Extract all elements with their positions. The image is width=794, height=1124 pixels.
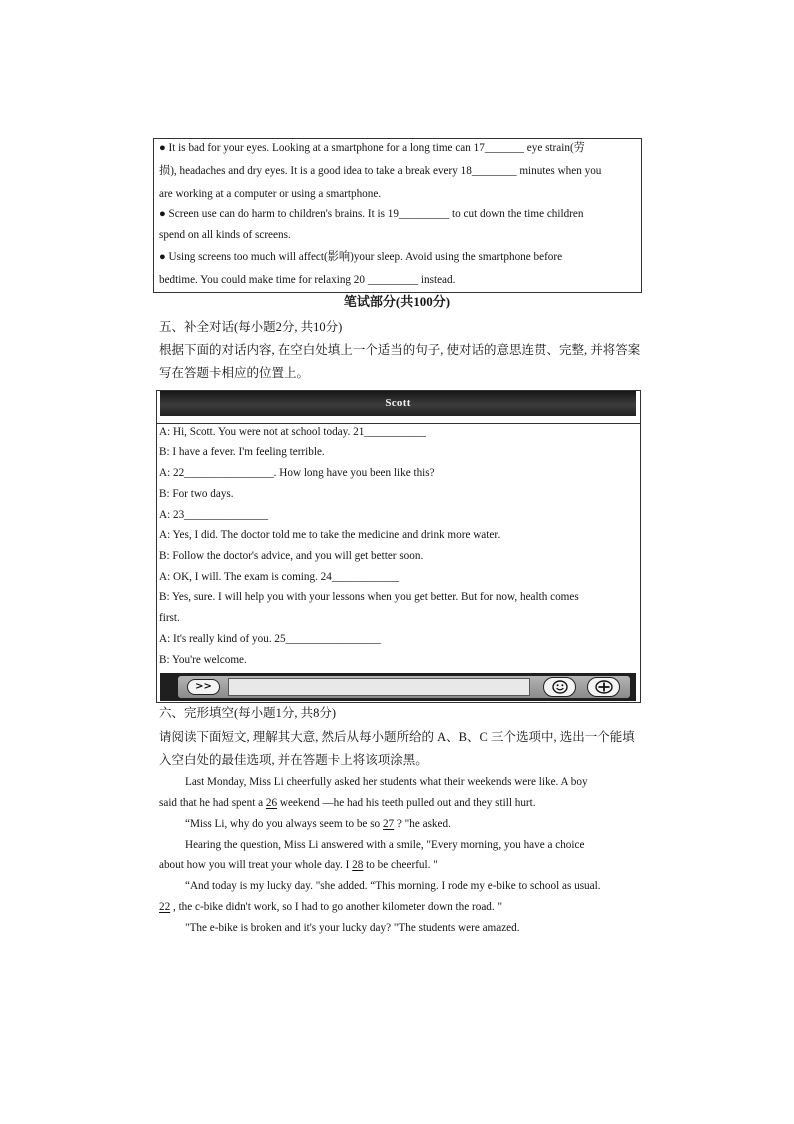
passage-text: ? "he asked. <box>394 818 451 830</box>
passage-line: Hearing the question, Miss Li answered with a smile, "Every morning, you have a choice <box>185 839 585 851</box>
add-button[interactable] <box>587 677 620 697</box>
passage-line <box>185 817 451 831</box>
chat-message: B: Follow the doctor's advice, and you will get better soon. <box>159 550 424 562</box>
passage-text: said that he had spent a <box>159 797 266 809</box>
chat-divider <box>156 423 641 424</box>
section5-instruction: 写在答题卡相应的位置上。 <box>159 366 310 380</box>
emoji-button[interactable] <box>543 677 576 697</box>
box-line: ● Screen use can do harm to children's brains. It is 19_________ to cut down the time children <box>159 208 584 220</box>
blank-number: 27 <box>382 818 395 830</box>
box-line: spend on all kinds of screens. <box>159 229 291 241</box>
blank-number: 26 <box>265 797 278 809</box>
passage-line: Last Monday, Miss Li cheerfully asked her students what their weekends were like. A boy <box>185 776 588 788</box>
box-line: are working at a computer or using a smartphone. <box>159 188 382 200</box>
passage-text: “Miss Li, why do you always seem to be so <box>185 818 383 830</box>
plus-icon <box>595 680 613 694</box>
section5-instruction: 根据下面的对话内容, 在空白处填上一个适当的句子, 使对话的意思连贯、完整, 并将答案 <box>159 343 641 357</box>
passage-line: “And today is my lucky day. "she added. “This morning. I rode my e-bike to school as usual. <box>185 880 601 892</box>
chat-message: A: OK, I will. The exam is coming. 24____________ <box>159 571 399 583</box>
passage-line <box>159 858 438 872</box>
passage-line <box>159 900 502 914</box>
chat-header: Scott <box>160 391 636 416</box>
chat-message: A: 22________________. How long have you been like this? <box>159 467 435 479</box>
chat-message: B: For two days. <box>159 488 234 500</box>
section6-instruction: 请阅读下面短文, 理解其大意, 然后从每小题所给的 A、B、C 三个选项中, 选出一个能填 <box>159 730 635 744</box>
written-part-heading: 笔试部分(共100分) <box>343 294 451 309</box>
chat-message: A: It's really kind of you. 25_________________ <box>159 633 381 645</box>
passage-text: about how you will treat your whole day. I <box>159 859 353 871</box>
section6-instruction: 入空白处的最佳选项, 并在答题卡上将该项涂黑。 <box>159 753 428 767</box>
chat-message: A: Hi, Scott. You were not at school today. 21___________ <box>159 426 426 438</box>
passage-line: "The e-bike is broken and it's your lucky day? "The students were amazed. <box>185 922 520 934</box>
blank-number: 28 <box>352 859 364 871</box>
box-line: 损), headaches and dry eyes. It is a good idea to take a break every 18________ minutes when you <box>159 165 602 177</box>
chat-message: B: You're welcome. <box>159 654 247 666</box>
chat-message: B: Yes, sure. I will help you with your lessons when you get better. But for now, health comes <box>159 591 579 603</box>
blank-number: 22 <box>159 901 171 913</box>
chat-message: A: 23_______________ <box>159 509 269 521</box>
section5-title: 五、补全对话(每小题2分, 共10分) <box>159 320 343 334</box>
box-line: ● It is bad for your eyes. Looking at a smartphone for a long time can 17_______ eye strain(劳 <box>159 142 585 154</box>
send-button[interactable]: >> <box>187 679 220 695</box>
box-line: bedtime. You could make time for relaxing 20 _________ instead. <box>159 274 456 286</box>
passage-line <box>159 796 536 810</box>
passage-text: weekend —he had his teeth pulled out and they still hurt. <box>277 797 536 809</box>
message-input[interactable] <box>228 678 530 696</box>
chat-input-bar <box>160 673 636 701</box>
passage-text: , the c-bike didn't work, so I had to go another kilometer down the road. " <box>170 901 503 913</box>
chat-message: A: Yes, I did. The doctor told me to take the medicine and drink more water. <box>159 529 501 541</box>
passage-text: to be cheerful. " <box>363 859 438 871</box>
box-line: ● Using screens too much will affect(影响)your sleep. Avoid using the smartphone before <box>159 251 563 263</box>
chat-message: first. <box>159 612 180 624</box>
smiley-icon <box>552 680 568 694</box>
section6-title: 六、完形填空(每小题1分, 共8分) <box>159 706 337 720</box>
chat-message: B: I have a fever. I'm feeling terrible. <box>159 446 325 458</box>
